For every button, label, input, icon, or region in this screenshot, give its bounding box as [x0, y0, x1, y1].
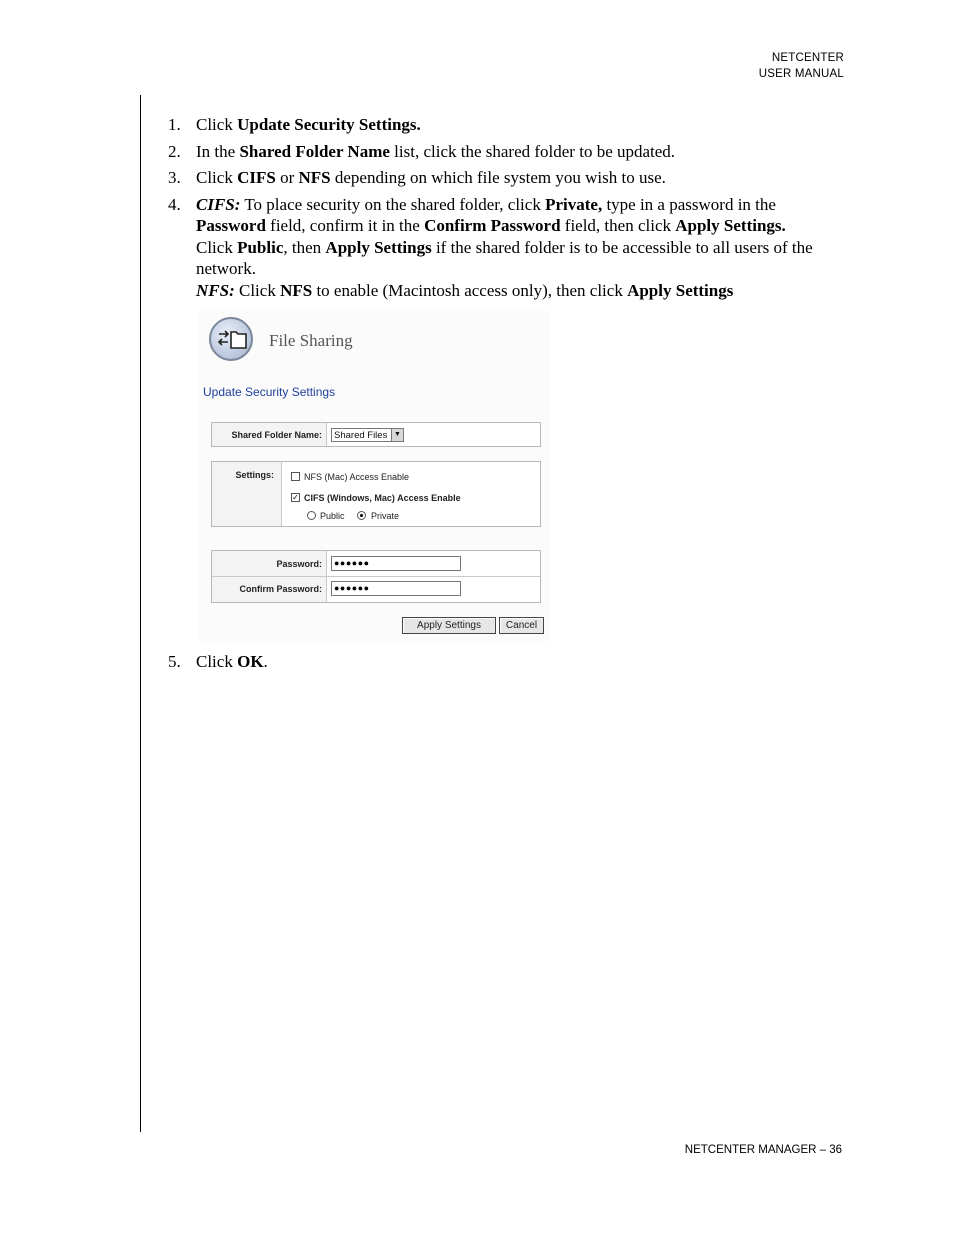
private-radio[interactable]: [357, 511, 366, 520]
header-line2: USER MANUAL: [758, 68, 844, 80]
step-bold-term: Confirm Password: [424, 216, 561, 235]
cancel-button[interactable]: Cancel: [499, 617, 544, 634]
cifs-option-label: CIFS (Windows, Mac) Access Enable: [304, 493, 461, 503]
step-text: type in a password in the: [602, 194, 776, 214]
settings-box: [211, 461, 541, 527]
step-4-public-paragraph: [196, 237, 848, 280]
step-number: 4.: [168, 194, 181, 214]
shared-folder-value: Shared Files: [334, 430, 388, 441]
step-bold-term: NFS: [280, 280, 313, 300]
step-bold-term: Password: [196, 216, 266, 235]
margin-rule: [140, 95, 141, 1132]
apply-settings-button[interactable]: Apply Settings: [402, 617, 496, 634]
step-bold-term: Public: [237, 237, 284, 257]
step-text: , then: [283, 237, 326, 257]
step-5: [168, 651, 268, 673]
step-bold-term: OK: [237, 652, 264, 671]
step-1: [168, 114, 848, 136]
step-text: .: [263, 652, 268, 671]
step-bold-term: NFS: [298, 168, 331, 187]
chevron-down-icon: ▼: [391, 429, 403, 441]
step-text: field, confirm it in the: [265, 216, 425, 235]
private-label: Private: [371, 511, 400, 521]
step-4: [168, 194, 848, 302]
step-bold-term: Private,: [545, 194, 603, 214]
step-number: 1.: [168, 115, 181, 134]
step-text: Click: [234, 280, 281, 300]
page-header: [759, 50, 844, 82]
header-line1: NETCENTER: [771, 52, 844, 64]
cifs-checkbox[interactable]: ✓: [292, 493, 299, 502]
shared-folder-select[interactable]: [331, 428, 404, 442]
public-radio[interactable]: [307, 511, 316, 520]
step-text: Click: [196, 237, 238, 257]
step-4-cifs-paragraph: [196, 194, 848, 237]
password-input[interactable]: ●●●●●●: [331, 556, 461, 571]
nfs-option-label: NFS (Mac) Access Enable: [304, 472, 410, 482]
step-text: Click: [196, 168, 238, 187]
step-2: [168, 141, 848, 163]
nfs-checkbox[interactable]: [291, 472, 300, 481]
step-bold-term: CIFS: [237, 168, 276, 187]
step-3: [168, 167, 848, 189]
section-title: Update Security Settings: [203, 385, 336, 399]
step-bold-term: Apply Settings: [627, 280, 734, 300]
step-text: Click: [196, 652, 238, 671]
app-title: File Sharing: [269, 331, 353, 350]
settings-label: Settings:: [235, 470, 274, 480]
instruction-steps: [168, 114, 848, 306]
step-number: 2.: [168, 141, 181, 161]
page-footer: NETCENTER MANAGER – 36: [684, 1144, 842, 1156]
step-text: field, then click: [560, 216, 676, 235]
step-bold-term: Apply Settings: [325, 237, 432, 257]
step-text: to enable (Macintosh access only), then click: [312, 280, 628, 300]
step-bold-term: Shared Folder Name: [239, 141, 390, 161]
nfs-heading: NFS:: [196, 280, 235, 300]
step-text: if the shared folder is to be accessible to all users of the network.: [196, 237, 813, 278]
file-sharing-icon: [209, 317, 253, 361]
shared-folder-row: [211, 422, 541, 447]
password-box: [211, 550, 541, 603]
public-label: Public: [320, 511, 345, 521]
step-text: list, click the shared folder to be updated.: [389, 141, 676, 161]
password-label: Password:: [276, 559, 322, 569]
step-number: 5.: [168, 652, 181, 671]
step-text: To place security on the shared folder, click: [240, 194, 546, 214]
step-4-nfs-paragraph: [196, 280, 848, 302]
step-bold-term: Update Security Settings.: [237, 115, 421, 134]
confirm-password-label: Confirm Password:: [239, 584, 322, 594]
cifs-heading: CIFS:: [196, 194, 241, 214]
step-text: or: [275, 168, 299, 187]
confirm-password-input[interactable]: ●●●●●●: [331, 581, 461, 596]
file-sharing-screenshot: [199, 311, 551, 641]
step-text: In the: [196, 141, 240, 161]
step-bold-term: Apply Settings.: [675, 216, 786, 235]
shared-folder-label: Shared Folder Name:: [231, 430, 322, 440]
step-text: Click: [196, 115, 238, 134]
step-text: depending on which file system you wish to use.: [330, 168, 666, 187]
step-number: 3.: [168, 168, 181, 187]
